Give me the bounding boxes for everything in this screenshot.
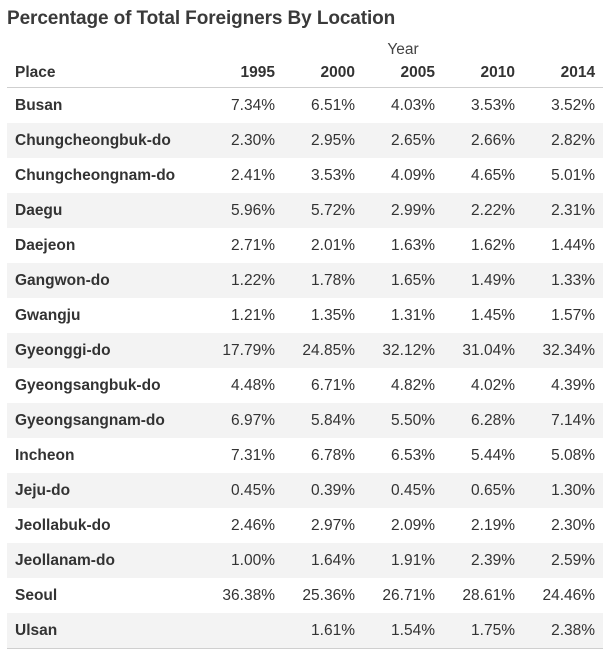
place-cell: Daejeon xyxy=(15,236,76,254)
value-cell: 2.65% xyxy=(363,123,443,158)
value-cell: 6.51% xyxy=(311,96,355,114)
foreigners-table xyxy=(7,35,603,649)
value-cell: 2.82% xyxy=(523,123,603,158)
place-cell: Chungcheongbuk-do xyxy=(7,123,203,158)
value-cell: 26.71% xyxy=(382,586,435,604)
table-row xyxy=(7,88,603,124)
value-cell: 2.30% xyxy=(203,123,283,158)
table-row xyxy=(7,438,603,473)
place-column-header: Place xyxy=(7,59,203,88)
value-cell: 2.95% xyxy=(283,123,363,158)
value-cell: 2.59% xyxy=(523,543,603,578)
value-cell: 2.41% xyxy=(231,166,275,184)
place-cell: Seoul xyxy=(15,586,58,604)
place-cell: Busan xyxy=(15,96,63,114)
value-cell: 5.01% xyxy=(551,166,596,184)
value-cell: 5.08% xyxy=(551,446,596,464)
table-row xyxy=(7,508,603,543)
value-cell: 7.31% xyxy=(231,446,275,464)
value-cell: 1.31% xyxy=(391,306,435,324)
value-cell: 1.35% xyxy=(311,306,355,324)
table-row xyxy=(7,158,603,193)
value-cell: 0.45% xyxy=(203,473,283,508)
header-column-row xyxy=(7,59,603,88)
value-cell: 2.01% xyxy=(311,236,355,254)
table-row xyxy=(7,123,603,158)
value-cell: 2.19% xyxy=(471,516,515,534)
value-cell: 4.09% xyxy=(391,166,435,184)
value-cell: 2.22% xyxy=(443,193,523,228)
value-cell: 1.54% xyxy=(363,613,443,649)
table-row xyxy=(7,613,603,649)
value-cell: 1.21% xyxy=(231,306,275,324)
value-cell: 1.22% xyxy=(203,263,283,298)
table-row xyxy=(7,228,603,263)
page-title: Percentage of Total Foreigners By Location xyxy=(7,8,396,29)
value-cell: 31.04% xyxy=(443,333,523,368)
value-cell: 1.65% xyxy=(363,263,443,298)
value-cell: 36.38% xyxy=(222,586,275,604)
value-cell: 5.44% xyxy=(471,446,515,464)
value-cell: 25.36% xyxy=(302,586,355,604)
value-cell: 2.39% xyxy=(443,543,523,578)
value-cell: 4.03% xyxy=(391,96,435,114)
value-cell: 4.39% xyxy=(551,376,596,394)
year-column-header: 1995 xyxy=(203,59,283,88)
value-cell: 1.49% xyxy=(443,263,523,298)
value-cell: 5.72% xyxy=(283,193,363,228)
table-row xyxy=(7,578,603,613)
place-cell: Chungcheongnam-do xyxy=(15,166,176,184)
value-cell: 3.53% xyxy=(471,96,515,114)
value-cell: 1.45% xyxy=(471,306,515,324)
value-cell: 5.50% xyxy=(363,403,443,438)
value-cell: 24.46% xyxy=(542,586,596,604)
value-cell: 0.45% xyxy=(363,473,443,508)
value-cell: 6.53% xyxy=(391,446,435,464)
value-cell: 2.71% xyxy=(231,236,275,254)
table-row xyxy=(7,543,603,578)
year-column-header: 2005 xyxy=(363,59,443,88)
value-cell: 17.79% xyxy=(203,333,283,368)
value-cell xyxy=(203,613,283,649)
place-cell: Incheon xyxy=(15,446,75,464)
table-body xyxy=(7,88,603,649)
value-cell: 0.65% xyxy=(443,473,523,508)
place-cell: Jeollabuk-do xyxy=(15,516,111,534)
value-cell: 1.44% xyxy=(551,236,596,254)
value-cell: 1.33% xyxy=(523,263,603,298)
value-cell: 1.30% xyxy=(523,473,603,508)
table-row xyxy=(7,263,603,298)
value-cell: 4.02% xyxy=(471,376,515,394)
place-cell: Gangwon-do xyxy=(7,263,203,298)
value-cell: 6.97% xyxy=(203,403,283,438)
value-cell: 5.84% xyxy=(283,403,363,438)
value-cell: 6.78% xyxy=(311,446,355,464)
value-cell: 1.75% xyxy=(443,613,523,649)
value-cell: 2.30% xyxy=(551,516,596,534)
table-row xyxy=(7,403,603,438)
value-cell: 2.46% xyxy=(231,516,275,534)
value-cell: 5.96% xyxy=(203,193,283,228)
value-cell: 4.82% xyxy=(391,376,435,394)
year-column-header: 2014 xyxy=(523,59,603,88)
value-cell: 1.91% xyxy=(363,543,443,578)
year-column-header: 2010 xyxy=(443,59,523,88)
year-group-header: Year xyxy=(387,41,419,58)
value-cell: 1.63% xyxy=(391,236,435,254)
value-cell: 2.09% xyxy=(391,516,435,534)
place-cell: Gyeonggi-do xyxy=(7,333,203,368)
value-cell: 28.61% xyxy=(462,586,515,604)
value-cell: 7.34% xyxy=(231,96,275,114)
value-cell: 4.65% xyxy=(471,166,515,184)
value-cell: 3.52% xyxy=(551,96,596,114)
header-group-row xyxy=(7,35,603,59)
value-cell: 1.78% xyxy=(283,263,363,298)
table-row xyxy=(7,333,603,368)
value-cell: 1.62% xyxy=(471,236,515,254)
value-cell: 32.34% xyxy=(523,333,603,368)
value-cell: 2.31% xyxy=(523,193,603,228)
place-cell: Ulsan xyxy=(7,613,203,649)
value-cell: 1.64% xyxy=(283,543,363,578)
value-cell: 0.39% xyxy=(283,473,363,508)
place-cell: Gwangju xyxy=(15,306,81,324)
value-cell: 2.99% xyxy=(363,193,443,228)
value-cell: 1.61% xyxy=(283,613,363,649)
place-cell: Jeollanam-do xyxy=(7,543,203,578)
value-cell: 7.14% xyxy=(523,403,603,438)
table-header xyxy=(7,35,603,88)
value-cell: 2.97% xyxy=(311,516,355,534)
header-spacer xyxy=(7,35,203,59)
place-cell: Jeju-do xyxy=(7,473,203,508)
place-cell: Gyeongsangbuk-do xyxy=(15,376,161,394)
value-cell: 3.53% xyxy=(311,166,355,184)
value-cell: 24.85% xyxy=(283,333,363,368)
value-cell: 4.48% xyxy=(231,376,275,394)
value-cell: 32.12% xyxy=(363,333,443,368)
place-cell: Daegu xyxy=(7,193,203,228)
value-cell: 2.66% xyxy=(443,123,523,158)
value-cell: 1.57% xyxy=(551,306,596,324)
value-cell: 6.28% xyxy=(443,403,523,438)
year-column-header: 2000 xyxy=(283,59,363,88)
value-cell: 2.38% xyxy=(523,613,603,649)
value-cell: 1.00% xyxy=(203,543,283,578)
place-cell: Gyeongsangnam-do xyxy=(7,403,203,438)
table-row xyxy=(7,193,603,228)
table-row xyxy=(7,473,603,508)
table-row xyxy=(7,298,603,333)
value-cell: 6.71% xyxy=(311,376,355,394)
table-row xyxy=(7,368,603,403)
